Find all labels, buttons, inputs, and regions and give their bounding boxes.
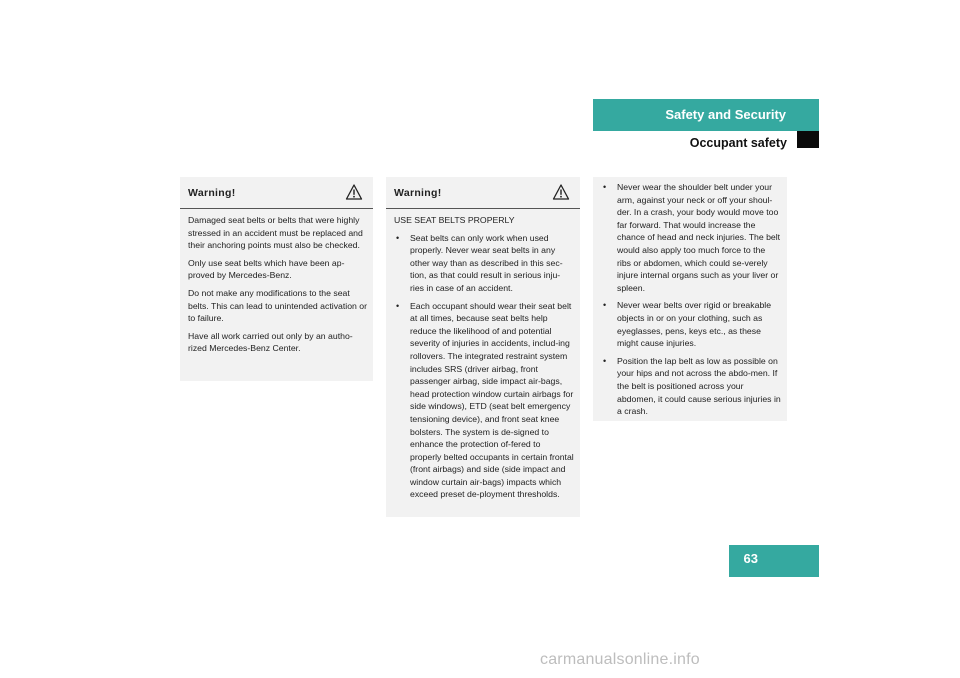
- bullet-list: [601, 181, 781, 418]
- warning-header: [386, 177, 580, 209]
- section-title: Safety and Security: [665, 107, 786, 122]
- list-item: • Position the lap belt as low as possible on your hips and not across the abdo-men. If the belt is positioned across your abdomen, it could cause serious injuries in a crash.: [601, 355, 781, 418]
- section-header-bar: [593, 99, 819, 131]
- warning-box-continued: [593, 177, 787, 421]
- warning-body: [593, 177, 787, 418]
- list-item: • Never wear the shoulder belt under your arm, against your neck or off your shoul-der. In a crash, your body would move too far forward. That would increase the chance of head and neck injuries. The belt would also apply too much force to the ribs or abdomen, which could se-verely injure internal organs such as your liver or spleen.: [601, 181, 781, 294]
- bullet-list: [394, 232, 574, 501]
- warning-paragraph: Damaged seat belts or belts that were highly stressed in an accident must be replaced and their anchoring points must also be checked.: [188, 215, 363, 251]
- list-item: • Seat belts can only work when used properly. Never wear seat belts in any other way than as described in this sec-tion, as that could result in serious inju-ries in case of an accident.: [394, 232, 574, 295]
- warning-title: Warning!: [188, 187, 236, 199]
- page-number-box: [729, 545, 819, 577]
- warning-title: Warning!: [394, 187, 442, 199]
- warning-triangle-icon: [345, 183, 363, 201]
- page-number: 63: [743, 551, 758, 566]
- watermark: carmanualsonline.info: [540, 651, 700, 668]
- warning-paragraph: Only use seat belts which have been ap-proved by Mercedes-Benz.: [188, 257, 345, 281]
- header-black-tab: [797, 131, 819, 148]
- warning-body: [386, 209, 580, 501]
- warning-heading: USE SEAT BELTS PROPERLY: [394, 215, 515, 225]
- warning-paragraph: Have all work carried out only by an autho-rized Mercedes-Benz Center.: [188, 330, 353, 354]
- list-item: • Never wear belts over rigid or breakable objects in or on your clothing, such as eyeglasses, pens, keys etc., as these might cause injuries.: [601, 299, 781, 349]
- warning-box-seat-belt-replacement: [180, 177, 373, 381]
- list-item: • Each occupant should wear their seat belt at all times, because seat belts help reduce the likelihood of and potential severity of injuries in accidents, includ-ing rollovers. The integrated restraint system includes SRS (driver airbag, front passenger airbag, side impact air-bags, head protection window curtain airbags for side windows), ETD (seat belt emergency tensioning device), and front seat knee bolsters. The system is de-signed to enhance the protection of-fered to properly belted occupants in certain frontal (front airbags) and side (side impact and window curtain air-bags) impacts which exceed preset de-ployment thresholds.: [394, 300, 574, 502]
- warning-body: [180, 209, 373, 355]
- warning-box-use-seat-belts-properly: [386, 177, 580, 517]
- warning-header: [180, 177, 373, 209]
- warning-paragraph: Do not make any modifications to the seat belts. This can lead to unintended activation or to failure.: [188, 287, 368, 324]
- warning-triangle-icon: [552, 183, 570, 201]
- subsection-title: Occupant safety: [689, 136, 787, 150]
